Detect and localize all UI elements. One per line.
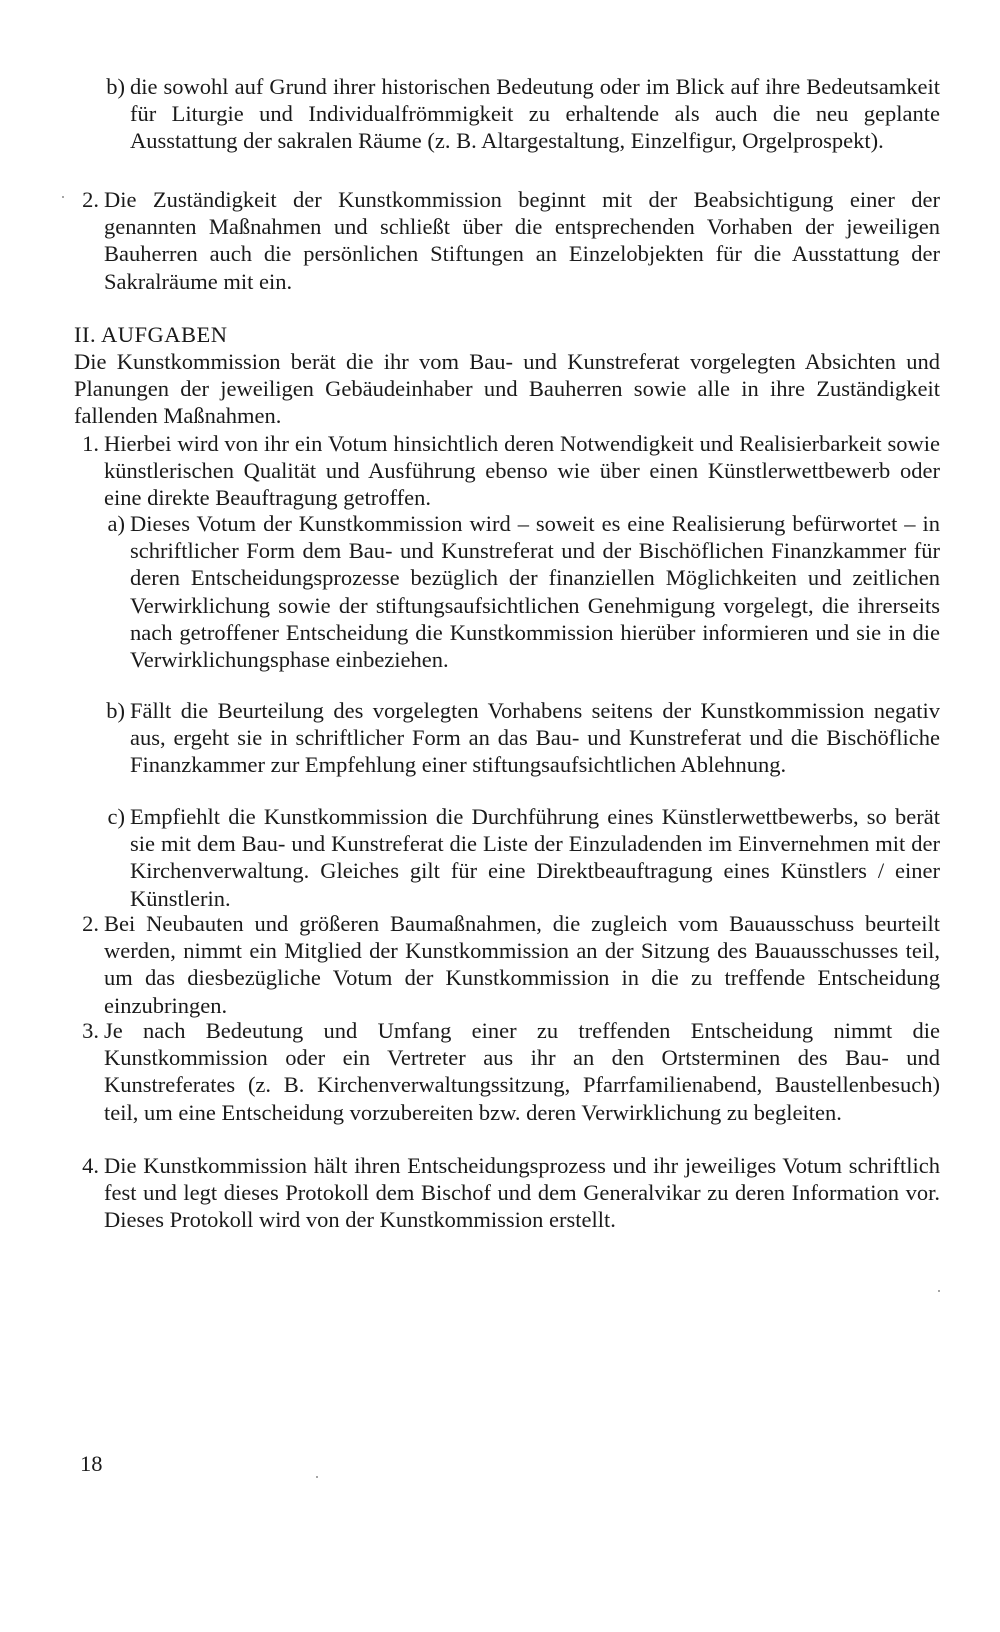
section-intro: Die Kunstkommission berät die ihr vom Bau- und Kunstreferat vorgelegten Absichten und Planungen der jeweiligen Gebäudeinhaber und Bauherren sowie alle in ihre Zuständigkeit fallenden Maßnahmen. (74, 349, 940, 429)
list-item-1 (82, 430, 940, 512)
list-item-text: Fällt die Beurteilung des vorgelegten Vorhabens seitens der Kunstkommission negativ aus, ergeht sie in schriftlicher Form an das Bau- und Kunstreferat und die Bischöfliche Finanzkammer zur Empfehlung einer stiftungsaufsichtlichen Ablehnung. (130, 698, 940, 778)
list-item-2 (82, 186, 940, 295)
list-item-text: Die Kunstkommission hält ihren Entscheidungsprozess und ihr jeweiliges Votum schriftlich fest und legt dieses Protokoll dem Bischof und dem Generalvikar zu deren Information vor. Dieses Protokoll wird von der Kunstkommission erstellt. (104, 1153, 940, 1233)
list-label: 2. (82, 187, 99, 212)
list-item-1c (107, 803, 940, 912)
section-heading: II. AUFGABEN (74, 322, 228, 347)
list-item-text: Je nach Bedeutung und Umfang einer zu treffenden Entscheidung nimmt die Kunstkommission oder ein Vertreter aus ihr an den Ortsterminen des Bau- und Kunstreferates (z. B. Kirchenverwaltungssitzung, Pfarrfamilienabend, Baustellenbesuch) teil, um eine Entscheidung vorzubereiten bzw. deren Verwirklichung zu begleiten. (104, 1018, 940, 1125)
list-item-3 (82, 1017, 940, 1126)
page-number: 18 (80, 1451, 103, 1476)
list-item-1a (107, 510, 940, 673)
list-label: 3. (82, 1018, 99, 1043)
list-label: 2. (82, 911, 99, 936)
list-label: 1. (82, 431, 99, 456)
list-label: b) (106, 74, 125, 99)
list-item-text: die sowohl auf Grund ihrer historischen Bedeutung oder im Blick auf ihre Bedeutsamkeit für Liturgie und Individualfrömmigkeit zu erhaltende als auch die neu geplante Ausstattung der sakralen Räume (z. B. Altargestaltung, Einzelfigur, Orgelprospekt). (130, 74, 940, 154)
list-label: a) (107, 511, 125, 536)
list-item-2 (82, 910, 940, 1019)
list-item-4 (82, 1152, 940, 1234)
scan-speck (938, 1290, 940, 1292)
scan-speck (316, 1476, 318, 1478)
list-label: b) (106, 698, 125, 723)
list-label: c) (107, 804, 125, 829)
list-item-text: Dieses Votum der Kunstkommission wird – soweit es eine Realisierung befürwortet – in schriftlicher Form dem Bau- und Kunstreferat und der Bischöflichen Finanzkammer für deren Entscheidungsprozesse bezüglich der finanziellen Möglichkeiten und zeitlichen Verwirklichung sowie der stiftungsaufsichtlichen Genehmigung vorgelegt, die ihrerseits nach getroffener Entscheidung die Kunstkommission hierüber informieren und sie in die Verwirklichungsphase einbeziehen. (130, 511, 940, 673)
list-item-text: Empfiehlt die Kunstkommission die Durchführung eines Künstlerwettbewerbs, so berät sie mit dem Bau- und Kunstreferat die Liste der Einzuladenden im Einvernehmen mit der Kirchenverwaltung. Gleiches gilt für eine Direktbeauftragung eines Künstlers / einer Künstlerin. (130, 804, 940, 911)
list-item-text: Hierbei wird von ihr ein Votum hinsichtlich deren Notwendigkeit und Realisierbarkeit sowie künstlerischen Qualität und Ausführung ebenso wie über einen Künstlerwettbewerb oder eine direkte Beauftragung getroffen. (104, 431, 940, 511)
list-item-text: Bei Neubauten und größeren Baumaßnahmen, die zugleich vom Bauausschuss beurteilt werden, nimmt ein Mitglied der Kunstkommission an der Sitzung des Bauausschusses teil, um das diesbezügliche Votum der Kunstkommission in die zu treffende Entscheidung einzubringen. (104, 911, 940, 1018)
list-item-b (106, 73, 940, 155)
list-item-1b (106, 697, 940, 779)
list-item-text: Die Zuständigkeit der Kunstkommission beginnt mit der Beabsichtigung einer der genannten Maßnahmen und schließt über die entsprechenden Vorhaben der jeweiligen Bauherren auch die persönlichen Stiftungen an Einzelobjekten für die Ausstattung der Sakralräume mit ein. (104, 187, 940, 294)
scan-speck (62, 196, 64, 198)
list-label: 4. (82, 1153, 99, 1178)
